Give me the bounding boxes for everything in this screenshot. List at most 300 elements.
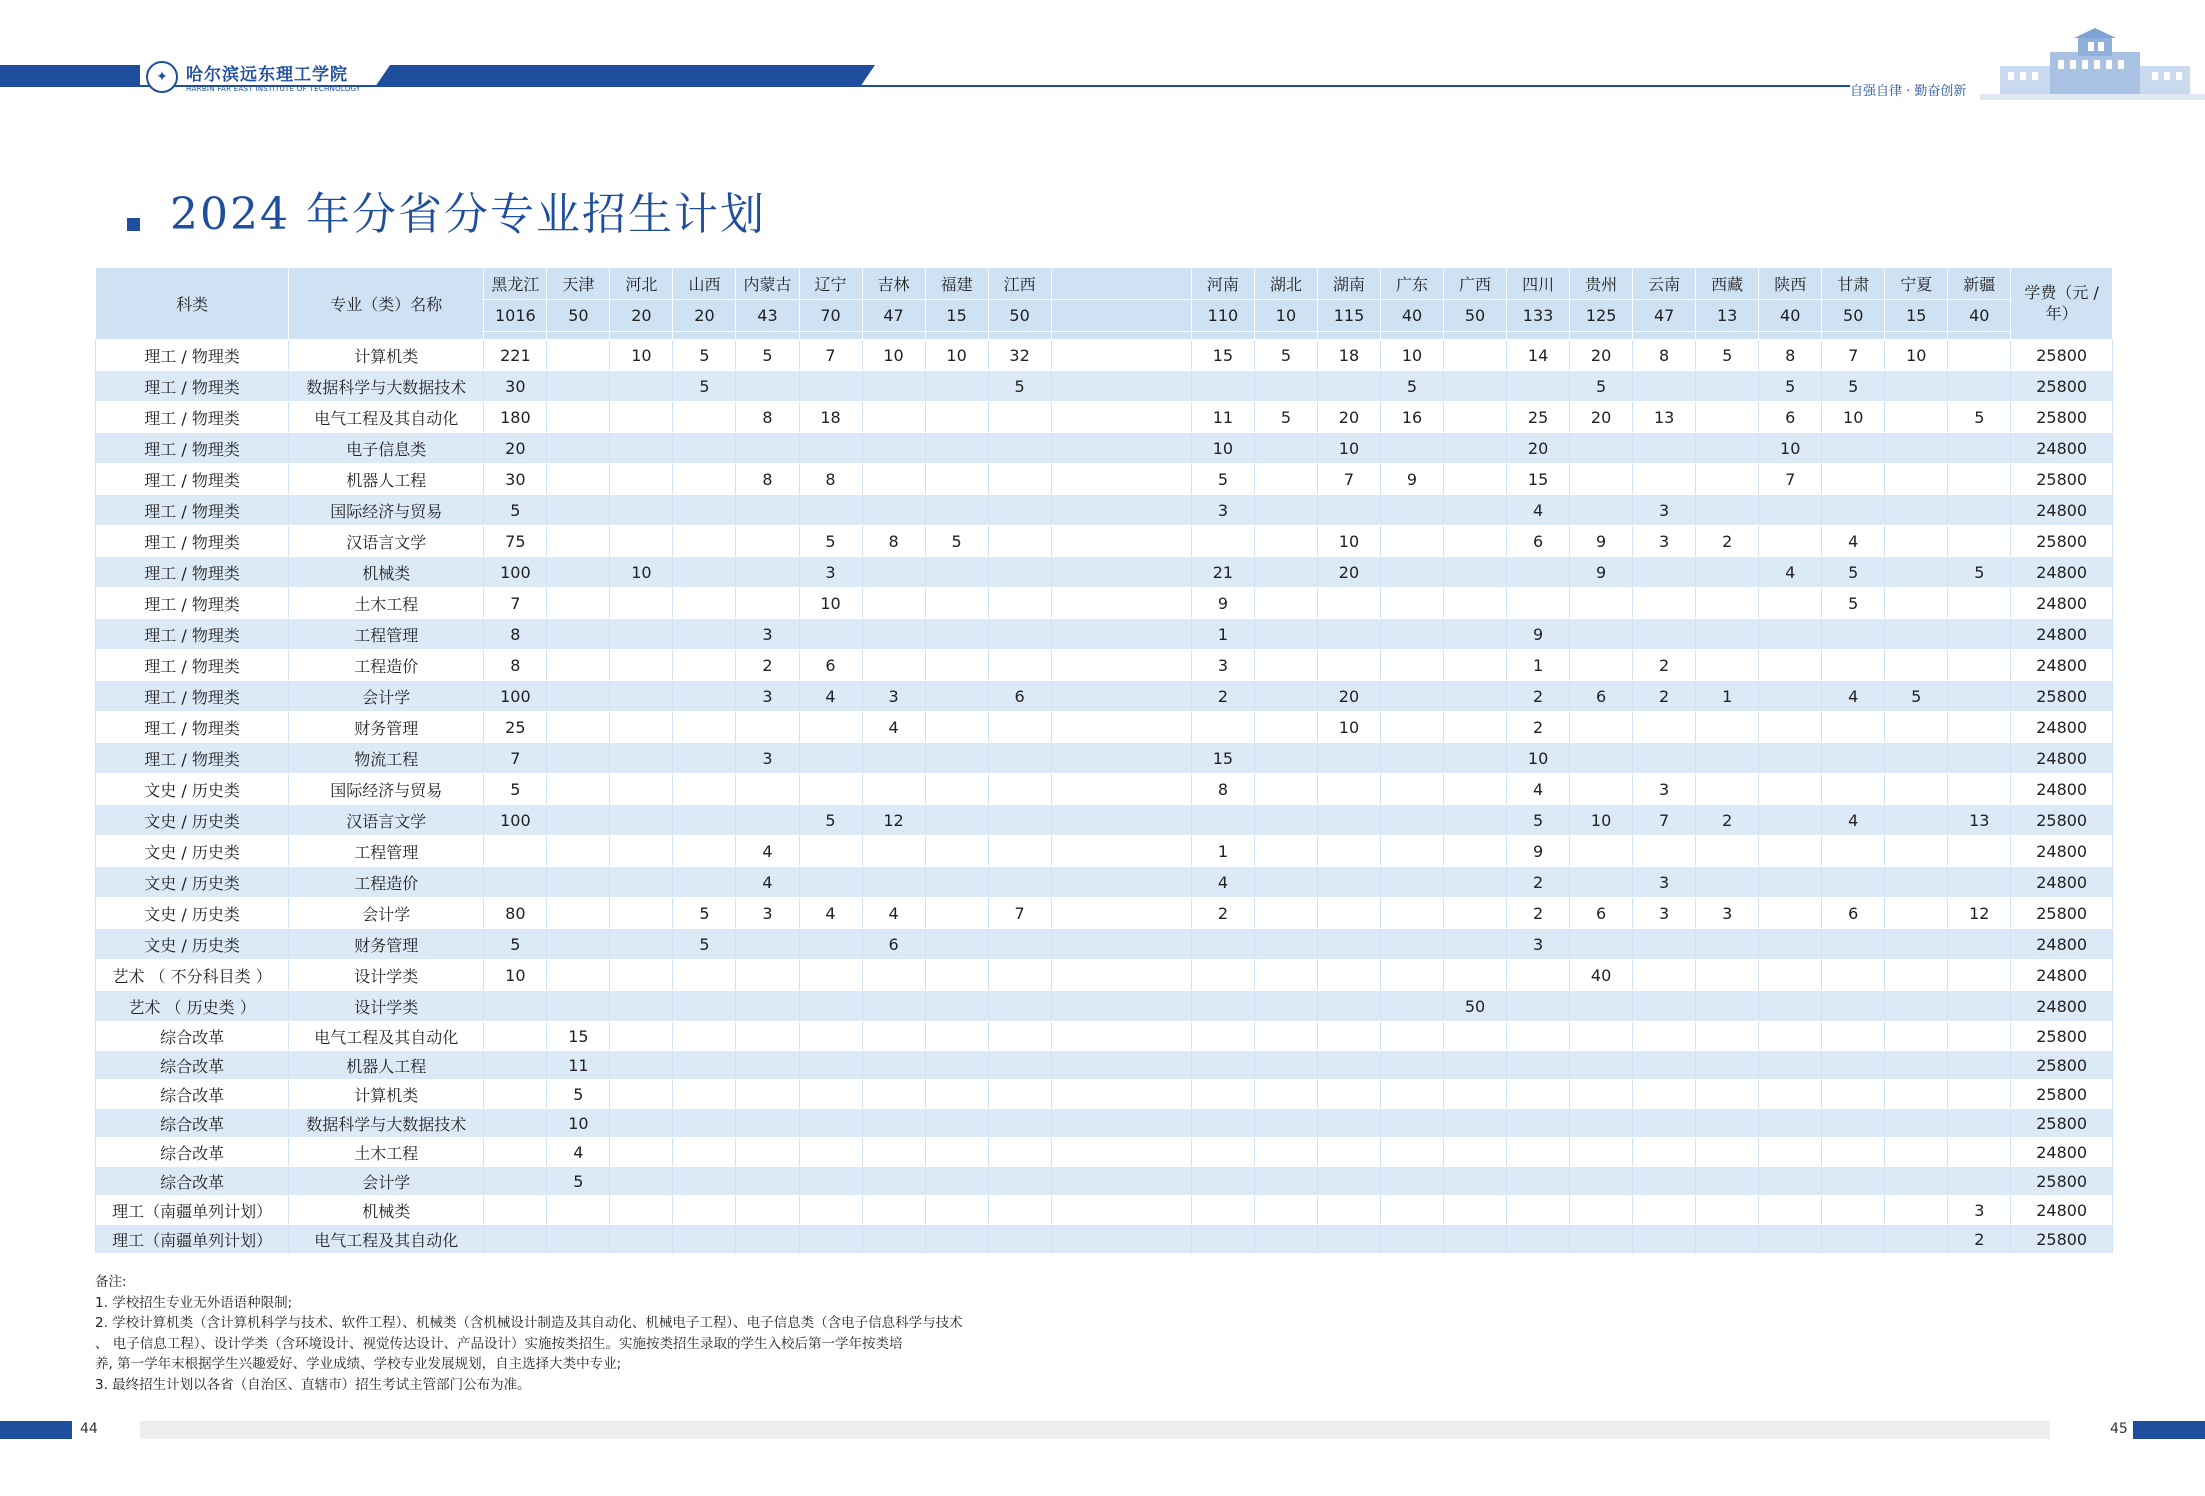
cell-quota: 9 [1507, 619, 1570, 650]
cell-quota [862, 743, 925, 774]
cell-quota [925, 1196, 988, 1225]
cell-quota [925, 1225, 988, 1254]
cell-category: 理工 / 物理类 [96, 712, 289, 743]
cell-quota [1633, 836, 1696, 867]
cell-quota: 10 [1317, 526, 1380, 557]
cell-quota [1444, 1051, 1507, 1080]
cell-quota: 7 [988, 898, 1051, 929]
cell-quota [1633, 1138, 1696, 1167]
cell-quota [799, 960, 862, 991]
cell-category: 综合改革 [96, 1109, 289, 1138]
cell-quota [1507, 1196, 1570, 1225]
cell-quota [1254, 1196, 1317, 1225]
cell-fee: 25800 [2011, 1051, 2113, 1080]
cell-quota: 3 [862, 681, 925, 712]
cell-quota: 4 [862, 898, 925, 929]
cell-fee: 24800 [2011, 743, 2113, 774]
cell-quota [1381, 650, 1444, 681]
cell-quota [1822, 1051, 1885, 1080]
cell-quota: 10 [1885, 340, 1948, 371]
cell-quota: 5 [484, 929, 547, 960]
cell-quota [925, 1022, 988, 1051]
cell-quota: 3 [1948, 1196, 2011, 1225]
cell-quota [1191, 805, 1254, 836]
cell-quota [547, 526, 610, 557]
cell-quota [547, 588, 610, 619]
cell-quota [1254, 1109, 1317, 1138]
cell-quota [1633, 433, 1696, 464]
cell-quota [1254, 495, 1317, 526]
cell-quota: 6 [1570, 898, 1633, 929]
cell-quota [925, 1080, 988, 1109]
cell-quota [547, 433, 610, 464]
cell-quota [1254, 1138, 1317, 1167]
cell-quota: 2 [1507, 681, 1570, 712]
cell-quota [1051, 929, 1191, 960]
cell-major: 设计学类 [289, 991, 484, 1022]
cell-quota [1317, 588, 1380, 619]
cell-quota [1051, 774, 1191, 805]
cell-quota [1317, 619, 1380, 650]
cell-quota [1317, 836, 1380, 867]
cell-quota [1570, 650, 1633, 681]
cell-quota: 18 [799, 402, 862, 433]
cell-quota [1759, 681, 1822, 712]
cell-quota [1948, 1022, 2011, 1051]
cell-quota [610, 867, 673, 898]
cell-quota [1948, 774, 2011, 805]
cell-quota [1948, 991, 2011, 1022]
cell-quota: 5 [1570, 371, 1633, 402]
cell-quota [925, 371, 988, 402]
cell-quota [1444, 743, 1507, 774]
cell-quota [610, 712, 673, 743]
header-province: 广西 [1444, 268, 1507, 300]
cell-quota [1381, 1167, 1444, 1196]
cell-quota [610, 650, 673, 681]
cell-quota [1381, 1051, 1444, 1080]
cell-quota: 5 [1254, 340, 1317, 371]
header-province: 河北 [610, 268, 673, 300]
cell-quota [1570, 1167, 1633, 1196]
cell-quota [1948, 650, 2011, 681]
cell-quota [673, 1167, 736, 1196]
cell-quota [799, 619, 862, 650]
cell-quota [1507, 1138, 1570, 1167]
cell-quota [610, 1167, 673, 1196]
school-name-en: HARBIN FAR EAST INSTITUTE OF TECHNOLOGY [186, 85, 361, 93]
cell-quota [610, 1225, 673, 1254]
school-name-cn: 哈尔滨远东理工学院 [186, 65, 348, 85]
cell-quota [862, 1196, 925, 1225]
cell-quota [925, 774, 988, 805]
cell-quota [862, 1109, 925, 1138]
cell-quota [673, 402, 736, 433]
cell-quota: 10 [1317, 712, 1380, 743]
cell-quota [1570, 433, 1633, 464]
cell-quota [1254, 898, 1317, 929]
header-province: 河南 [1191, 268, 1254, 300]
cell-category: 文史 / 历史类 [96, 805, 289, 836]
cell-quota [988, 1167, 1051, 1196]
header-province: 辽宁 [799, 268, 862, 300]
cell-quota: 3 [1191, 650, 1254, 681]
cell-quota [1696, 588, 1759, 619]
table-row [96, 743, 2113, 774]
cell-quota [610, 1109, 673, 1138]
cell-quota [1381, 526, 1444, 557]
cell-quota [1696, 1167, 1759, 1196]
header-province-total: 20 [610, 300, 673, 332]
cell-quota: 3 [736, 898, 799, 929]
cell-quota: 11 [547, 1051, 610, 1080]
cell-quota [925, 991, 988, 1022]
cell-category: 综合改革 [96, 1051, 289, 1080]
cell-quota: 5 [799, 526, 862, 557]
cell-quota [1570, 1109, 1633, 1138]
table-row [96, 1109, 2113, 1138]
cell-quota [1051, 402, 1191, 433]
cell-quota [1381, 495, 1444, 526]
cell-quota [925, 588, 988, 619]
cell-quota [673, 712, 736, 743]
cell-quota [1381, 929, 1444, 960]
cell-quota [1822, 1167, 1885, 1196]
table-row [96, 898, 2113, 929]
cell-quota [799, 1167, 862, 1196]
cell-quota: 10 [1570, 805, 1633, 836]
cell-quota [1948, 340, 2011, 371]
cell-quota: 5 [736, 340, 799, 371]
cell-quota: 5 [1381, 371, 1444, 402]
cell-quota [988, 1080, 1051, 1109]
cell-quota: 30 [484, 464, 547, 495]
cell-quota: 21 [1191, 557, 1254, 588]
header-province-total: 47 [862, 300, 925, 332]
cell-quota [1381, 1225, 1444, 1254]
cell-quota [1885, 836, 1948, 867]
cell-fee: 25800 [2011, 1225, 2113, 1254]
cell-quota [1633, 1080, 1696, 1109]
cell-quota [1444, 433, 1507, 464]
header-province-total: 10 [1254, 300, 1317, 332]
cell-fee: 24800 [2011, 867, 2113, 898]
cell-quota [988, 1051, 1051, 1080]
cell-quota [1570, 867, 1633, 898]
cell-quota [1570, 743, 1633, 774]
cell-quota [1822, 650, 1885, 681]
cell-fee: 24800 [2011, 1138, 2113, 1167]
cell-quota [1381, 960, 1444, 991]
cell-quota: 30 [484, 371, 547, 402]
cell-quota [1051, 371, 1191, 402]
cell-quota [1948, 1167, 2011, 1196]
cell-major: 财务管理 [289, 712, 484, 743]
cell-quota [1444, 1225, 1507, 1254]
cell-category: 文史 / 历史类 [96, 774, 289, 805]
cell-quota [1507, 1051, 1570, 1080]
cell-quota [1696, 743, 1759, 774]
cell-quota [1381, 774, 1444, 805]
cell-quota: 10 [1822, 402, 1885, 433]
cell-quota [736, 588, 799, 619]
cell-quota [1759, 619, 1822, 650]
cell-quota: 6 [1507, 526, 1570, 557]
cell-fee: 24800 [2011, 619, 2113, 650]
cell-major: 电气工程及其自动化 [289, 402, 484, 433]
cell-quota [1696, 1022, 1759, 1051]
cell-quota [547, 619, 610, 650]
cell-quota [1885, 1051, 1948, 1080]
cell-quota [1444, 340, 1507, 371]
header-province-total: 50 [547, 300, 610, 332]
cell-quota: 2 [1507, 867, 1570, 898]
cell-quota [1381, 712, 1444, 743]
cell-quota [610, 1051, 673, 1080]
cell-quota [1885, 526, 1948, 557]
cell-quota [988, 960, 1051, 991]
cell-quota [1948, 464, 2011, 495]
cell-quota [1381, 867, 1444, 898]
cell-quota [1191, 1051, 1254, 1080]
cell-quota [1822, 836, 1885, 867]
cell-quota [1696, 712, 1759, 743]
cell-quota [1444, 650, 1507, 681]
cell-quota [1051, 1022, 1191, 1051]
cell-quota [1191, 712, 1254, 743]
cell-fee: 25800 [2011, 1080, 2113, 1109]
cell-category: 综合改革 [96, 1022, 289, 1051]
cell-quota [1317, 898, 1380, 929]
cell-quota [1759, 1109, 1822, 1138]
cell-quota: 5 [673, 371, 736, 402]
cell-quota: 5 [1191, 464, 1254, 495]
cell-quota [1254, 991, 1317, 1022]
cell-quota: 4 [1822, 805, 1885, 836]
cell-quota [1759, 1051, 1822, 1080]
cell-quota [1570, 1225, 1633, 1254]
cell-quota [1444, 712, 1507, 743]
cell-quota [1507, 371, 1570, 402]
cell-quota: 15 [1507, 464, 1570, 495]
school-logo [146, 60, 361, 93]
cell-quota [799, 371, 862, 402]
cell-fee: 25800 [2011, 464, 2113, 495]
cell-quota [1051, 650, 1191, 681]
cell-quota [1696, 402, 1759, 433]
cell-quota: 7 [1759, 464, 1822, 495]
header-province: 福建 [925, 268, 988, 300]
cell-quota: 5 [925, 526, 988, 557]
cell-quota [1191, 1167, 1254, 1196]
cell-quota [610, 743, 673, 774]
cell-quota [988, 929, 1051, 960]
cell-major: 机器人工程 [289, 1051, 484, 1080]
cell-quota: 4 [1507, 495, 1570, 526]
cell-quota: 40 [1570, 960, 1633, 991]
cell-quota [1444, 1196, 1507, 1225]
cell-quota [925, 898, 988, 929]
header-province-total: 50 [1444, 300, 1507, 332]
cell-major: 电气工程及其自动化 [289, 1022, 484, 1051]
cell-quota [1381, 557, 1444, 588]
cell-category: 理工 / 物理类 [96, 495, 289, 526]
header-province: 贵州 [1570, 268, 1633, 300]
cell-quota [1570, 1080, 1633, 1109]
cell-quota [736, 991, 799, 1022]
cell-quota [799, 1022, 862, 1051]
cell-quota: 13 [1948, 805, 2011, 836]
cell-quota [862, 557, 925, 588]
cell-quota [1570, 929, 1633, 960]
cell-quota: 2 [1696, 805, 1759, 836]
cell-quota [1633, 1167, 1696, 1196]
cell-quota [1381, 619, 1444, 650]
cell-quota [862, 619, 925, 650]
header-major: 专业（类）名称 [289, 268, 484, 340]
cell-fee: 24800 [2011, 929, 2113, 960]
cell-quota [988, 1196, 1051, 1225]
cell-quota: 10 [862, 340, 925, 371]
cell-quota [1444, 464, 1507, 495]
table-row [96, 433, 2113, 464]
table-row [96, 557, 2113, 588]
cell-quota: 12 [1948, 898, 2011, 929]
cell-quota [862, 1080, 925, 1109]
cell-fee: 25800 [2011, 805, 2113, 836]
cell-quota [1254, 371, 1317, 402]
table-row [96, 588, 2113, 619]
cell-quota [799, 929, 862, 960]
cell-quota [1051, 867, 1191, 898]
cell-category: 理工 / 物理类 [96, 402, 289, 433]
header-province: 四川 [1507, 268, 1570, 300]
cell-quota [547, 1225, 610, 1254]
cell-quota [799, 1080, 862, 1109]
cell-quota [1822, 1080, 1885, 1109]
cell-quota [610, 402, 673, 433]
cell-quota [1254, 526, 1317, 557]
cell-quota [1570, 619, 1633, 650]
header-province-total: 1016 [484, 300, 547, 332]
cell-quota [1633, 960, 1696, 991]
cell-quota [484, 836, 547, 867]
cell-quota [1885, 1109, 1948, 1138]
cell-quota [1822, 464, 1885, 495]
cell-quota [1051, 898, 1191, 929]
header-province-total: 15 [1885, 300, 1948, 332]
cell-quota [736, 526, 799, 557]
cell-quota [925, 743, 988, 774]
cell-quota [925, 805, 988, 836]
cell-quota: 5 [1696, 340, 1759, 371]
cell-fee: 25800 [2011, 371, 2113, 402]
header-rule [140, 85, 1850, 87]
cell-quota: 10 [610, 557, 673, 588]
cell-quota [610, 960, 673, 991]
cell-quota [1254, 1167, 1317, 1196]
cell-quota [1696, 1225, 1759, 1254]
cell-quota [1507, 1109, 1570, 1138]
cell-quota [1381, 681, 1444, 712]
cell-quota [547, 836, 610, 867]
cell-quota [925, 619, 988, 650]
cell-quota: 5 [1948, 557, 2011, 588]
cell-quota [547, 371, 610, 402]
table-row [96, 464, 2113, 495]
table-row [96, 1080, 2113, 1109]
cell-quota [1570, 1022, 1633, 1051]
cell-quota [1051, 1080, 1191, 1109]
header-province: 黑龙江 [484, 268, 547, 300]
cell-quota [1759, 774, 1822, 805]
cell-category: 理工 / 物理类 [96, 743, 289, 774]
cell-quota: 3 [1633, 526, 1696, 557]
cell-quota: 5 [484, 774, 547, 805]
cell-major: 机械类 [289, 557, 484, 588]
cell-quota [925, 929, 988, 960]
cell-quota: 3 [1191, 495, 1254, 526]
cell-quota [1696, 1080, 1759, 1109]
cell-quota [925, 960, 988, 991]
header-province [1051, 268, 1191, 300]
cell-quota [610, 464, 673, 495]
cell-quota [1317, 1196, 1380, 1225]
cell-quota [988, 526, 1051, 557]
table-row [96, 526, 2113, 557]
cell-quota [988, 805, 1051, 836]
cell-quota [736, 557, 799, 588]
cell-quota [547, 960, 610, 991]
cell-quota: 5 [673, 929, 736, 960]
cell-quota: 25 [1507, 402, 1570, 433]
cell-quota [862, 464, 925, 495]
note-line: 备注: [95, 1274, 127, 1290]
cell-quota: 4 [799, 681, 862, 712]
cell-quota: 5 [673, 340, 736, 371]
cell-quota [673, 836, 736, 867]
cell-quota [1051, 991, 1191, 1022]
cell-quota [610, 588, 673, 619]
cell-category: 文史 / 历史类 [96, 929, 289, 960]
cell-quota [862, 1225, 925, 1254]
cell-quota [673, 557, 736, 588]
cell-quota [925, 1138, 988, 1167]
table-row [96, 1196, 2113, 1225]
cell-quota [1948, 1109, 2011, 1138]
cell-quota [1633, 1051, 1696, 1080]
cell-quota [1948, 371, 2011, 402]
cell-quota [1254, 1080, 1317, 1109]
school-motto: 自强自律 · 勤奋创新 [1850, 84, 1967, 99]
note-line: 1. 学校招生专业无外语语种限制; [95, 1294, 293, 1311]
cell-quota [862, 1051, 925, 1080]
footer-grey-band [140, 1421, 2050, 1439]
cell-quota [988, 1138, 1051, 1167]
cell-quota [1822, 619, 1885, 650]
cell-quota [547, 681, 610, 712]
notes [95, 1272, 1095, 1395]
table-row [96, 929, 2113, 960]
cell-quota: 5 [1759, 371, 1822, 402]
cell-quota [988, 743, 1051, 774]
cell-quota [1191, 1109, 1254, 1138]
cell-quota [1381, 991, 1444, 1022]
cell-quota [673, 681, 736, 712]
cell-quota: 5 [484, 495, 547, 526]
cell-quota: 5 [1507, 805, 1570, 836]
cell-fee: 24800 [2011, 495, 2113, 526]
